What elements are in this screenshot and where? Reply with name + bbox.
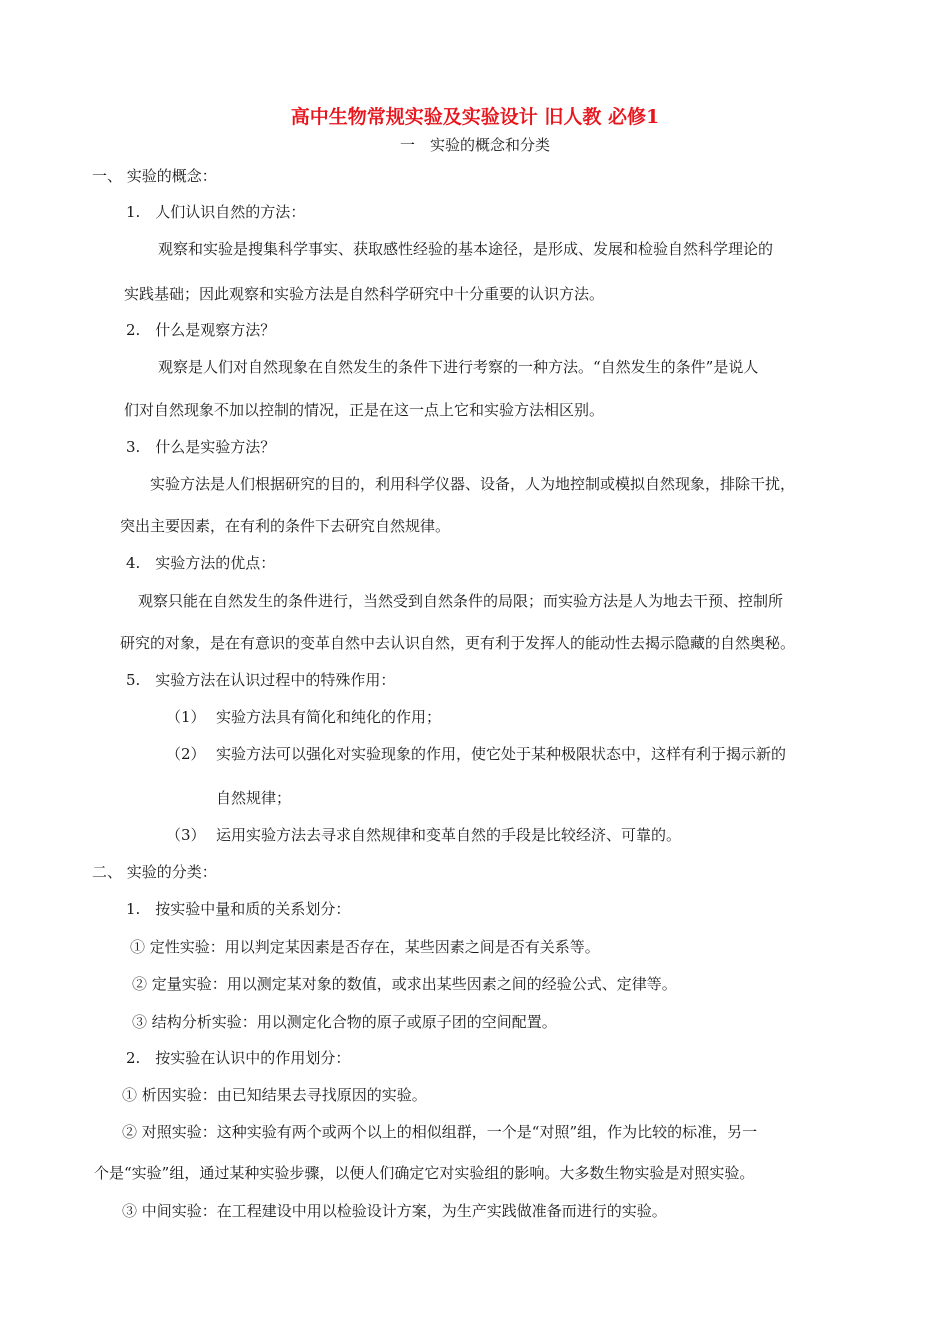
paragraph-line: 观察和实验是搜集科学事实、获取感性经验的基本途径，是形成、发展和检验自然科学理论的 [158,240,774,258]
sub-item-text: 运用实验方法去寻求自然规律和变革自然的手段是比较经济、可靠的。 [216,826,682,844]
paragraph-line: 观察只能在自然发生的条件进行，当然受到自然条件的局限；而实验方法是人为地去干预、控制所 [138,592,784,610]
list-item: ① 定性实验：用以判定某因素是否存在，某些因素之间是否有关系等。 [130,938,600,956]
paragraph-line: 实验方法是人们根据研究的目的，利用科学仪器、设备，人为地控制或模拟自然现象，排除干扰， [150,475,796,493]
paragraph-line: 观察是人们对自然现象在自然发生的条件下进行考察的一种方法。“自然发生的条件”是说人 [158,358,759,376]
sub-item-text: 实验方法可以强化对实验现象的作用，使它处于某种极限状态中，这样有利于揭示新的 [216,745,787,763]
section-subtitle: 一 实验的概念和分类 [399,136,550,154]
item-2-heading: 2. 按实验在认识中的作用划分： [126,1049,351,1067]
paragraph-line: 个是“实验”组，通过某种实验步骤，以便人们确定它对实验组的影响。大多数生物实验是对照实验。 [94,1164,755,1182]
paragraph-line: 研究的对象，是在有意识的变革自然中去认识自然，更有利于发挥人的能动性去揭示隐藏的自然奥秘。 [120,634,796,652]
list-item: ② 定量实验：用以测定某对象的数值，或求出某些因素之间的经验公式、定律等。 [132,975,677,993]
item-2-heading: 2. 什么是观察方法？ [126,321,276,339]
paragraph-line: 们对自然现象不加以控制的情况，正是在这一点上它和实验方法相区别。 [124,401,605,419]
item-3-heading: 3. 什么是实验方法？ [126,438,276,456]
sub-item-number: （1） [166,708,206,726]
item-1-heading: 1. 人们认识自然的方法： [126,203,306,221]
sub-item-number: （2） [166,745,206,763]
paragraph-line: 实践基础；因此观察和实验方法是自然科学研究中十分重要的认识方法。 [124,285,605,303]
sub-item-number: （3） [166,826,206,844]
item-4-heading: 4. 实验方法的优点： [126,554,276,572]
sub-item-text: 实验方法具有简化和纯化的作用； [216,708,442,726]
list-item: ③ 结构分析实验：用以测定化合物的原子或原子团的空间配置。 [132,1013,557,1031]
heading-classification: 二、 实验的分类： [92,863,217,881]
heading-concept: 一、 实验的概念： [92,167,217,185]
item-5-heading: 5. 实验方法在认识过程中的特殊作用： [126,671,396,689]
sub-item-text: 自然规律； [216,789,292,807]
item-1-heading: 1. 按实验中量和质的关系划分： [126,900,351,918]
list-item: ② 对照实验：这种实验有两个或两个以上的相似组群，一个是“对照”组，作为比较的标准，另一 [122,1123,758,1141]
list-item: ③ 中间实验：在工程建设中用以检验设计方案，为生产实践做准备而进行的实验。 [122,1202,667,1220]
list-item: ① 析因实验：由已知结果去寻找原因的实验。 [122,1086,427,1104]
document-title: 高中生物常规实验及实验设计 旧人教 必修1 [290,106,660,128]
paragraph-line: 突出主要因素，在有利的条件下去研究自然规律。 [120,517,451,535]
